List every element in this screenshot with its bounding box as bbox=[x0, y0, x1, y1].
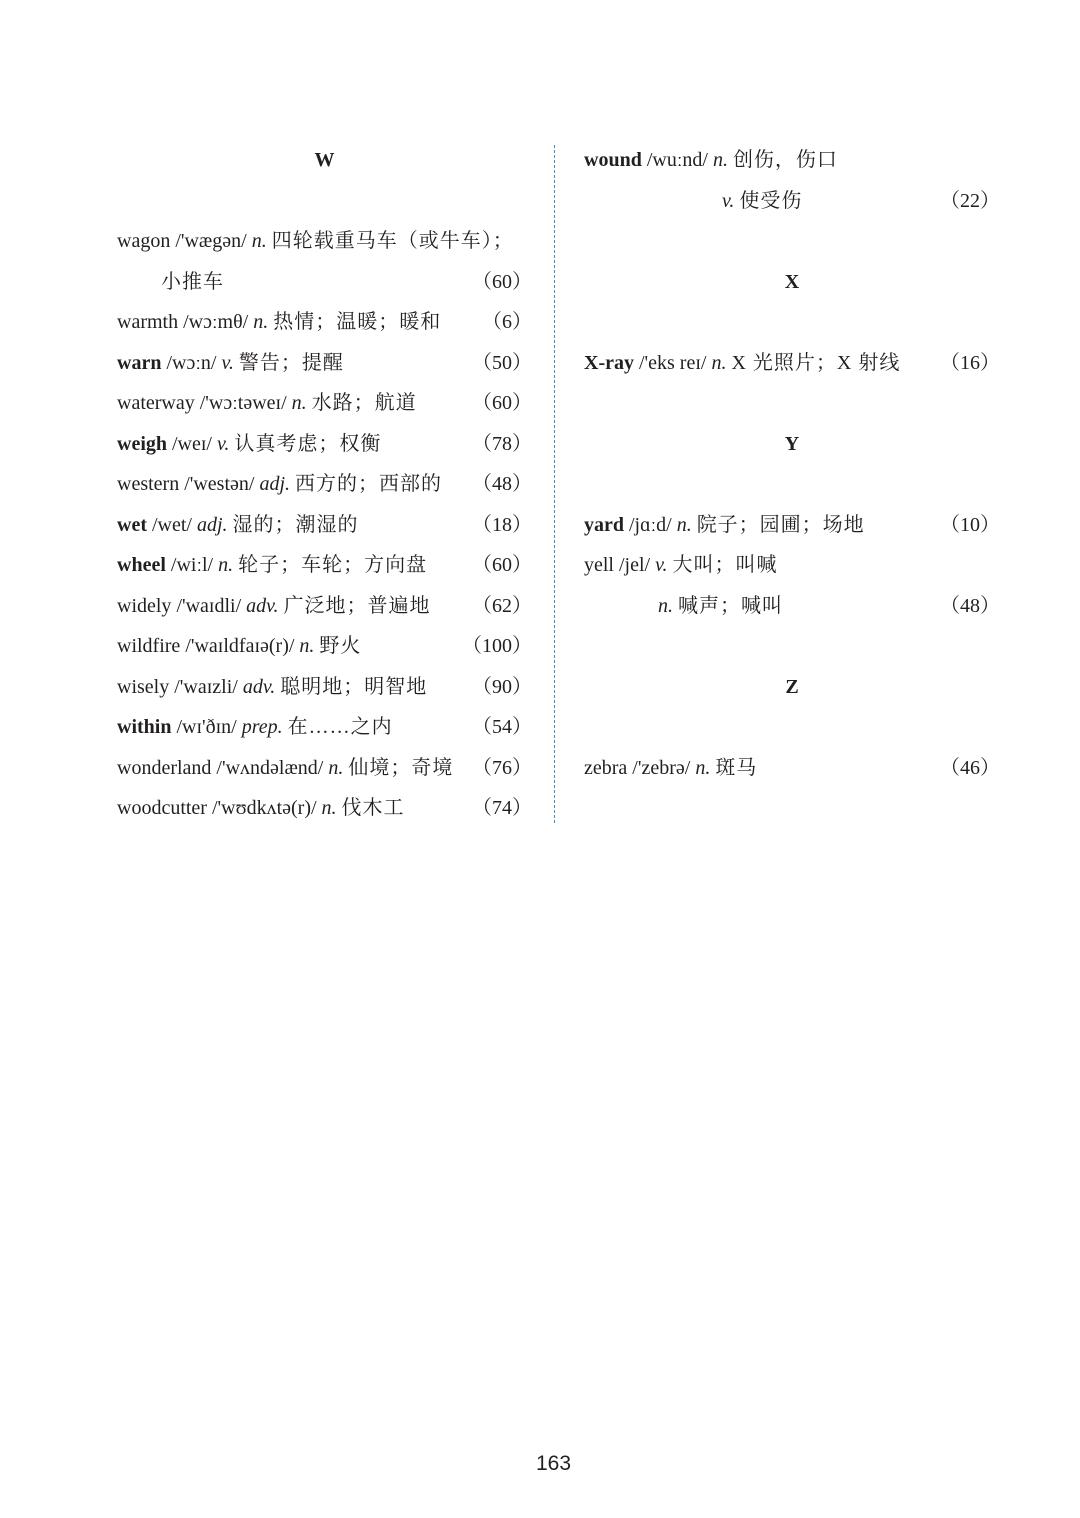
entry-yell-sense-2 bbox=[584, 586, 1000, 627]
dictionary-entry bbox=[117, 383, 532, 424]
entry-phonetic: /'wʊdkʌtə(r)/ bbox=[211, 797, 317, 819]
entry-meaning: 仙境；奇境 bbox=[348, 756, 454, 779]
entry-meaning: 在……之内 bbox=[287, 716, 393, 738]
entry-pos: n. bbox=[253, 311, 269, 333]
entry-meaning: 广泛地；普遍地 bbox=[283, 594, 431, 617]
entry-phonetic: /'waɪldfaɪə(r)/ bbox=[185, 635, 295, 657]
section-heading-y: Y bbox=[784, 432, 800, 455]
entry-word: yard bbox=[584, 513, 624, 536]
dictionary-entry bbox=[117, 505, 532, 546]
entry-word: wagon bbox=[117, 230, 171, 252]
entry-page-ref: （48） bbox=[940, 594, 1000, 617]
entry-meaning: 警告；提醒 bbox=[238, 351, 344, 374]
section-heading-z: Z bbox=[785, 675, 799, 698]
entry-meaning: 水路；航道 bbox=[311, 392, 417, 414]
entry-page-ref: （74） bbox=[472, 797, 532, 819]
entry-pos: v. bbox=[655, 554, 668, 576]
entry-phonetic: /wɪ'ðɪn/ bbox=[176, 716, 237, 738]
entry-pos: v. bbox=[217, 432, 230, 455]
entry-wound bbox=[584, 140, 1000, 181]
entry-meaning: X 光照片；X 射线 bbox=[731, 351, 901, 374]
dictionary-entry bbox=[117, 221, 532, 262]
entry-pos: n. bbox=[291, 392, 307, 414]
entry-meaning: 使受伤 bbox=[739, 189, 803, 212]
entry-phonetic: /'wʌndəlænd/ bbox=[216, 756, 324, 779]
entry-word: western bbox=[117, 473, 180, 495]
entry-pos: n. bbox=[695, 756, 711, 779]
entry-pos: n. bbox=[328, 756, 344, 779]
entry-wound-sense-2 bbox=[584, 181, 1000, 222]
entry-page-ref: （16） bbox=[940, 351, 1000, 374]
entry-phonetic: /wɔːn/ bbox=[166, 351, 217, 374]
entry-phonetic: /jɑːd/ bbox=[629, 513, 672, 536]
entry-phonetic: /wɔːmθ/ bbox=[183, 311, 249, 333]
entry-meaning: 斑马 bbox=[715, 756, 758, 779]
entry-word: weigh bbox=[117, 432, 167, 455]
entry-pos: v. bbox=[722, 189, 735, 212]
entry-phonetic: /'wægən/ bbox=[175, 230, 247, 252]
dictionary-entry bbox=[117, 586, 532, 627]
entry-pos: n. bbox=[658, 594, 673, 617]
dictionary-entry bbox=[117, 343, 532, 384]
entry-page-ref: （48） bbox=[472, 473, 532, 495]
entry-pos: n. bbox=[321, 797, 337, 819]
entry-meaning: 西方的；西部的 bbox=[295, 473, 443, 495]
entry-word: wildfire bbox=[117, 635, 181, 657]
entry-meaning: 喊声；喊叫 bbox=[678, 594, 783, 617]
column-divider bbox=[554, 145, 555, 823]
entry-page-ref: （18） bbox=[472, 513, 532, 536]
entry-phonetic: /wuːnd/ bbox=[646, 149, 708, 171]
entry-page-ref: （6） bbox=[482, 311, 532, 333]
entry-meaning: 创伤，伤口 bbox=[732, 149, 838, 171]
entry-meaning: 聪明地；明智地 bbox=[280, 675, 428, 698]
dictionary-entry bbox=[117, 302, 532, 343]
entry-meaning: 院子；园圃；场地 bbox=[696, 513, 865, 536]
entry-word: yell bbox=[584, 554, 614, 576]
entry-page-ref: （22） bbox=[940, 189, 1000, 212]
entry-page-ref: （60） bbox=[472, 554, 532, 576]
entry-phonetic: /'waɪdli/ bbox=[176, 594, 242, 617]
entry-pos: adv. bbox=[246, 594, 279, 617]
entry-phonetic: /'eks reɪ/ bbox=[638, 351, 707, 374]
entry-word: widely bbox=[117, 594, 172, 617]
entry-page-ref: （100） bbox=[462, 635, 532, 657]
entry-pos: adj. bbox=[259, 473, 291, 495]
entry-pos: adj. bbox=[196, 513, 228, 536]
left-entry-list bbox=[117, 221, 532, 829]
entry-word: zebra bbox=[584, 756, 628, 779]
entry-meaning: 野火 bbox=[319, 635, 362, 657]
entry-word: woodcutter bbox=[117, 797, 207, 819]
entry-page-ref: （60） bbox=[472, 392, 532, 414]
section-heading-w: W bbox=[314, 149, 335, 171]
entry-page-ref: （90） bbox=[472, 675, 532, 698]
entry-pos: n. bbox=[299, 635, 315, 657]
entry-page-ref: （60） bbox=[472, 270, 532, 293]
entry-meaning: 认真考虑；权衡 bbox=[234, 432, 382, 455]
entry-phonetic: /jel/ bbox=[619, 554, 651, 576]
entry-word: waterway bbox=[117, 392, 195, 414]
entry-zebra bbox=[584, 748, 1000, 789]
entry-meaning: 轮子；车轮；方向盘 bbox=[238, 554, 428, 576]
entry-phonetic: /'westən/ bbox=[184, 473, 255, 495]
entry-yell bbox=[584, 545, 1000, 586]
right-column bbox=[584, 140, 1000, 788]
entry-word: X-ray bbox=[584, 351, 634, 374]
entry-phonetic: /wet/ bbox=[151, 513, 192, 536]
entry-pos: n. bbox=[218, 554, 234, 576]
entry-word: wonderland bbox=[117, 756, 212, 779]
entry-page-ref: （54） bbox=[472, 716, 532, 738]
entry-page-ref: （76） bbox=[472, 756, 532, 779]
entry-meaning: 大叫；叫喊 bbox=[672, 554, 778, 576]
entry-page-ref: （78） bbox=[472, 432, 532, 455]
entry-pos: n. bbox=[711, 351, 727, 374]
entry-word: wound bbox=[584, 149, 642, 171]
entry-meaning: 湿的；潮湿的 bbox=[232, 513, 359, 536]
dictionary-entry bbox=[117, 545, 532, 586]
entry-word: within bbox=[117, 716, 172, 738]
entry-pos: v. bbox=[221, 351, 234, 374]
dictionary-entry bbox=[117, 667, 532, 708]
entry-pos: n. bbox=[251, 230, 267, 252]
entry-page-ref: （50） bbox=[472, 351, 532, 374]
entry-phonetic: /'waɪzli/ bbox=[174, 675, 238, 698]
left-column bbox=[117, 140, 532, 829]
entry-page-ref: （46） bbox=[940, 756, 1000, 779]
entry-word: wheel bbox=[117, 554, 166, 576]
dictionary-entry bbox=[117, 424, 532, 465]
entry-word: wet bbox=[117, 513, 147, 536]
dictionary-entry bbox=[117, 707, 532, 748]
entry-page-ref: （62） bbox=[472, 594, 532, 617]
entry-meaning: 四轮载重马车（或牛车）； bbox=[271, 230, 514, 252]
entry-yard bbox=[584, 505, 1000, 546]
entry-word: warmth bbox=[117, 311, 179, 333]
entry-page-ref: （10） bbox=[940, 513, 1000, 536]
section-heading-x: X bbox=[784, 270, 800, 293]
entry-word: wisely bbox=[117, 675, 170, 698]
entry-phonetic: /weɪ/ bbox=[172, 432, 212, 455]
dictionary-entry bbox=[117, 262, 532, 303]
entry-meaning: 伐木工 bbox=[341, 797, 405, 819]
entry-pos: n. bbox=[712, 149, 728, 171]
dictionary-entry bbox=[117, 626, 532, 667]
entry-x-ray bbox=[584, 343, 1000, 384]
entry-phonetic: /wiːl/ bbox=[170, 554, 214, 576]
dictionary-entry bbox=[117, 464, 532, 505]
dictionary-entry bbox=[117, 748, 532, 789]
entry-pos: n. bbox=[676, 513, 692, 536]
page-number: 163 bbox=[535, 1452, 572, 1475]
entry-meaning: 小推车 bbox=[161, 270, 224, 293]
entry-word: warn bbox=[117, 351, 162, 374]
entry-meaning: 热情；温暖；暖和 bbox=[273, 311, 442, 333]
dictionary-entry bbox=[117, 788, 532, 829]
entry-pos: prep. bbox=[241, 716, 283, 738]
entry-phonetic: /'zebrə/ bbox=[632, 756, 691, 779]
entry-pos: adv. bbox=[242, 675, 276, 698]
entry-phonetic: /'wɔːtəweɪ/ bbox=[199, 392, 287, 414]
